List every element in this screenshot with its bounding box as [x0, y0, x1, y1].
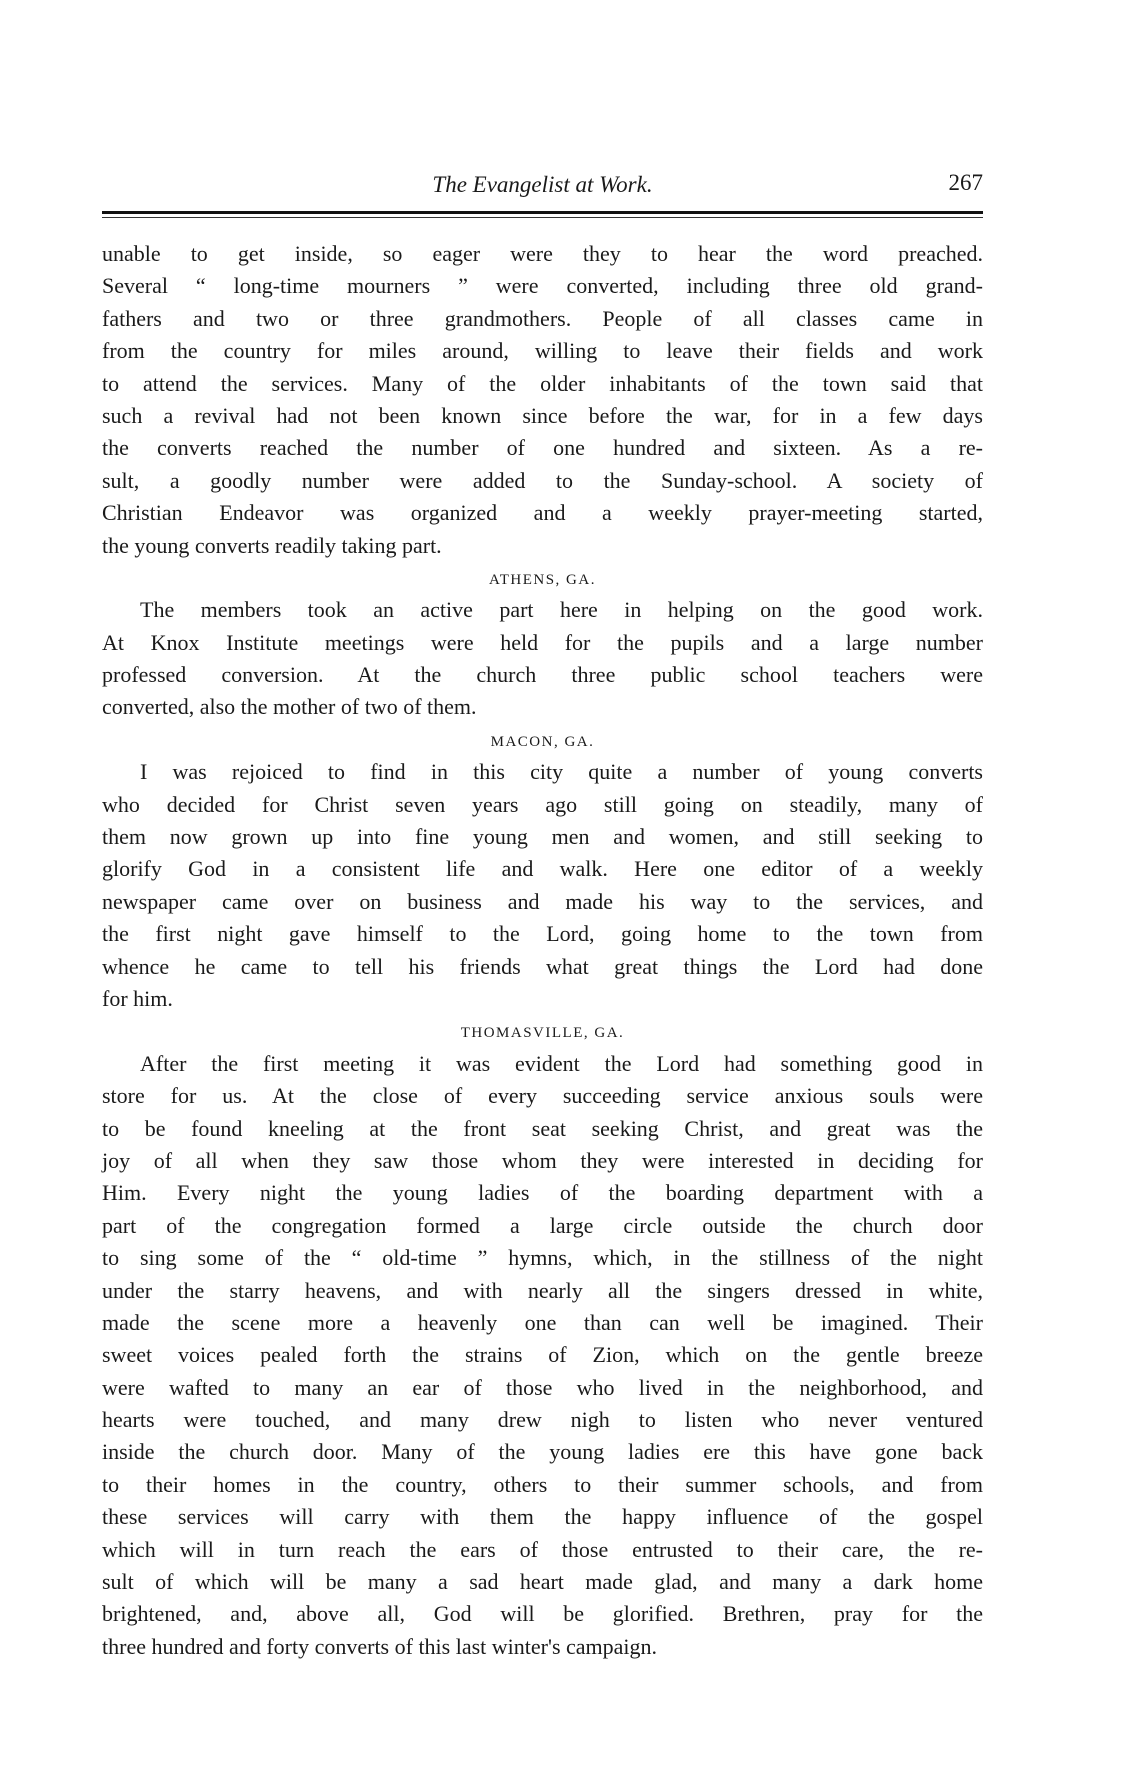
- text-line: whence he came to tell his friends what great things the Lord had done: [102, 953, 983, 979]
- text-line: newspaper came over on business and made his way to the services, and: [102, 888, 983, 914]
- text-line: which will in turn reach the ears of those entrusted to their care, the re-: [102, 1536, 983, 1562]
- text-line: store for us. At the close of every succeeding service anxious souls were: [102, 1083, 983, 1109]
- text-line: to their homes in the country, others to their summer schools, and from: [102, 1471, 983, 1497]
- running-title: The Evangelist at Work.: [432, 172, 653, 197]
- text-line: part of the congregation formed a large circle outside the church door: [102, 1212, 983, 1238]
- section-heading: ATHENS, GA.: [489, 571, 596, 588]
- text-line: them now grown up into fine young men and women, and still seeking to: [102, 824, 983, 850]
- text-line: for him.: [102, 985, 173, 1011]
- header-rule-thick: [102, 211, 983, 214]
- text-line: hearts were touched, and many drew nigh to listen who never ventured: [102, 1407, 983, 1433]
- text-line: were wafted to many an ear of those who lived in the neighborhood, and: [102, 1374, 983, 1400]
- text-line: unable to get inside, so eager were they to hear the word preached.: [102, 241, 983, 266]
- section-heading: MACON, GA.: [490, 733, 595, 750]
- text-line: made the scene more a heavenly one than can well be imagined. Their: [102, 1309, 983, 1335]
- text-line: converted, also the mother of two of them.: [102, 694, 477, 720]
- page-body: [102, 238, 983, 1663]
- text-line: three hundred and forty converts of this last winter's campaign.: [102, 1633, 658, 1659]
- page-header: [102, 168, 983, 204]
- text-line: brightened, and, above all, God will be glorified. Brethren, pray for the: [102, 1601, 983, 1627]
- text-line: Christian Endeavor was organized and a weekly prayer-meeting started,: [102, 500, 983, 526]
- text-line: fathers and two or three grandmothers. People of all classes came in: [102, 305, 983, 331]
- text-line: sult, a goodly number were added to the Sunday-school. A society of: [102, 467, 983, 493]
- text-line: Several “ long-time mourners ” were converted, including three old grand-: [102, 273, 983, 299]
- text-line: these services will carry with them the happy influence of the gospel: [102, 1504, 983, 1530]
- text-line: joy of all when they saw those whom they were interested in deciding for: [102, 1147, 983, 1173]
- text-line: from the country for miles around, willing to leave their fields and work: [102, 338, 983, 364]
- text-line: to be found kneeling at the front seat seeking Christ, and great was the: [102, 1115, 983, 1141]
- header-rule-thin: [102, 217, 983, 218]
- text-line: After the first meeting it was evident the Lord had something good in: [140, 1050, 983, 1076]
- section-heading: THOMASVILLE, GA.: [460, 1025, 625, 1042]
- text-line: to sing some of the “ old-time ” hymns, which, in the stillness of the night: [102, 1245, 983, 1271]
- page-number: 267: [948, 170, 983, 195]
- text-line: Him. Every night the young ladies of the boarding department with a: [102, 1180, 983, 1206]
- text-line: I was rejoiced to find in this city quite a number of young converts: [140, 759, 983, 785]
- text-line: glorify God in a consistent life and walk. Here one editor of a weekly: [102, 856, 983, 882]
- text-line: under the starry heavens, and with nearly all the singers dressed in white,: [102, 1277, 983, 1303]
- text-line: the young converts readily taking part.: [102, 532, 442, 558]
- text-line: such a revival had not been known since before the war, for in a few days: [102, 402, 983, 428]
- text-line: sweet voices pealed forth the strains of Zion, which on the gentle breeze: [102, 1342, 983, 1368]
- text-line: At Knox Institute meetings were held for the pupils and a large number: [102, 629, 983, 655]
- text-line: The members took an active part here in helping on the good work.: [140, 597, 983, 623]
- text-line: sult of which will be many a sad heart made glad, and many a dark home: [102, 1569, 983, 1595]
- text-line: who decided for Christ seven years ago still going on steadily, many of: [102, 791, 983, 817]
- text-line: the first night gave himself to the Lord, going home to the town from: [102, 921, 983, 947]
- text-line: the converts reached the number of one hundred and sixteen. As a re-: [102, 435, 983, 461]
- text-line: inside the church door. Many of the young ladies ere this have gone back: [102, 1439, 983, 1465]
- text-line: to attend the services. Many of the older inhabitants of the town said that: [102, 370, 983, 396]
- text-line: professed conversion. At the church three public school teachers were: [102, 662, 983, 688]
